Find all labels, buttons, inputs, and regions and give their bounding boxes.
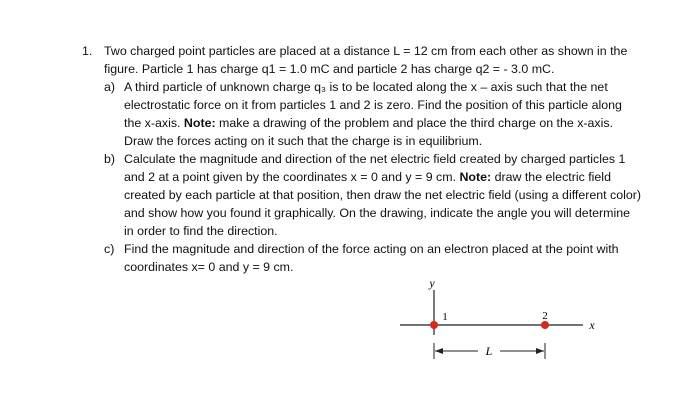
part-b-label: b) [104,152,116,166]
dimension-arrowhead-left [435,348,443,354]
part-c-label: c) [104,242,115,256]
part-a-text-after: make a drawing of the problem and place the third charge on the x-axis. Draw the forces acting on it such that the charge is in equilibrium. [124,116,614,148]
part-a-label: a) [104,80,116,94]
part-a-text-before: A third particle of unknown charge q₃ is to be located along the x – axis such that the net electrostatic force on it from particles 1 and 2 is zero. Find the position of this particle along the x-axis. [124,80,622,130]
part-a-note-label: Note: [183,116,216,130]
particle-2-dot [541,321,549,329]
problem-1 [82,42,642,276]
particle-1-label: 1 [442,311,448,323]
x-axis-label: x [589,318,595,332]
part-b-text-before: Calculate the magnitude and direction of the net electric field created by charged particles 1 and 2 at a point given by the coordinates x = 0 and y = 9 cm. [124,152,626,184]
particle-2-label: 2 [542,310,548,322]
charge-figure [400,278,610,368]
part-b-note-label: Note: [459,170,492,184]
part-b-text-after: draw the electric field created by each particle at that position, then draw the net electric field (using a different color) and show how you found it graphically. On the drawing, indicate the angle you will determine in order to find the direction. [124,170,642,238]
part-c-text: Find the magnitude and direction of the force acting on an electron placed at the point with coordinates x= 0 and y = 9 cm. [124,242,619,274]
problem-intro [82,42,642,78]
distance-label: L [485,344,493,358]
figure-svg [400,278,610,368]
dimension-arrowhead-right [536,348,544,354]
particle-1-dot [430,321,438,329]
problem-intro-text: Two charged point particles are placed at a distance L = 12 cm from each other as shown in the figure. Particle 1 has charge q1 = 1.0 mC and particle 2 has charge q2 = - 3.0 mC. [104,44,628,76]
part-c [82,240,642,276]
y-axis-label: y [429,278,435,290]
part-b [82,150,642,240]
problem-number: 1. [82,44,93,58]
part-a [82,78,642,150]
problem-parts [82,78,642,276]
